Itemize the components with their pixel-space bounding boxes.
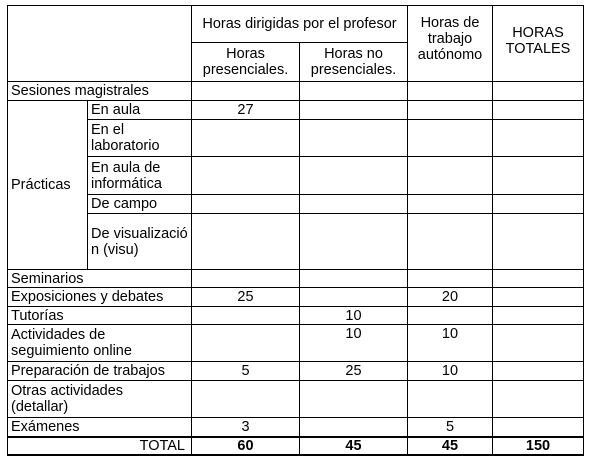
cell-preparacion-autonomo: 10 <box>408 362 493 381</box>
row-sublabel-campo: De campo <box>88 195 192 214</box>
cell-seguimiento-no-presenciales: 10 <box>300 325 408 362</box>
total-autonomo: 45 <box>408 437 493 455</box>
table-row <box>8 82 584 101</box>
header-empty-cell <box>8 6 192 82</box>
row-label-examenes: Exámenes <box>8 418 192 437</box>
total-row <box>8 437 584 455</box>
hours-table-container <box>7 5 584 456</box>
total-presenciales: 60 <box>192 437 300 455</box>
cell-seguimiento-autonomo: 10 <box>408 325 493 362</box>
cell-examenes-presenciales: 3 <box>192 418 300 437</box>
cell-exposiciones-autonomo: 20 <box>408 288 493 307</box>
table-row <box>8 157 584 195</box>
header-total-hours: HORAS TOTALES <box>493 6 584 82</box>
row-label-preparacion: Preparación de trabajos <box>8 362 192 381</box>
row-label-sesiones: Sesiones magistrales <box>8 82 192 101</box>
cell-examenes-autonomo: 5 <box>408 418 493 437</box>
cell-preparacion-presenciales: 5 <box>192 362 300 381</box>
row-sublabel-laboratorio: En el laboratorio <box>88 120 192 157</box>
table-row <box>8 362 584 381</box>
cell-aula-presenciales: 27 <box>192 101 300 120</box>
table-row <box>8 214 584 270</box>
row-sublabel-informatica: En aula de informática <box>88 157 192 195</box>
header-row-1 <box>8 6 584 43</box>
row-label-seminarios: Seminarios <box>8 270 192 288</box>
table-row <box>8 101 584 120</box>
table-row <box>8 288 584 307</box>
header-in-person: Horas presenciales. <box>192 43 300 82</box>
total-totales: 150 <box>493 437 584 455</box>
row-sublabel-visualizacion: De visualización (visu) <box>88 214 192 270</box>
header-not-in-person: Horas no presenciales. <box>300 43 408 82</box>
row-label-exposiciones: Exposiciones y debates <box>8 288 192 307</box>
row-label-otras: Otras actividades (detallar) <box>8 381 192 418</box>
header-autonomous-hours: Horas de trabajo autónomo <box>408 6 493 82</box>
total-no-presenciales: 45 <box>300 437 408 455</box>
row-sublabel-aula: En aula <box>88 101 192 120</box>
table-row <box>8 270 584 288</box>
header-directed-hours: Horas dirigidas por el profesor <box>192 6 408 43</box>
cell-preparacion-no-presenciales: 25 <box>300 362 408 381</box>
hours-table <box>7 5 584 456</box>
row-label-tutorias: Tutorías <box>8 307 192 325</box>
row-label-seguimiento: Actividades de seguimiento online <box>8 325 192 362</box>
cell-exposiciones-presenciales: 25 <box>192 288 300 307</box>
table-row <box>8 195 584 214</box>
cell-tutorias-no-presenciales: 10 <box>300 307 408 325</box>
table-row <box>8 418 584 437</box>
table-row <box>8 381 584 418</box>
total-label: TOTAL <box>8 437 192 455</box>
row-label-practicas: Prácticas <box>8 101 88 270</box>
table-row <box>8 120 584 157</box>
table-row <box>8 307 584 325</box>
table-row <box>8 325 584 362</box>
